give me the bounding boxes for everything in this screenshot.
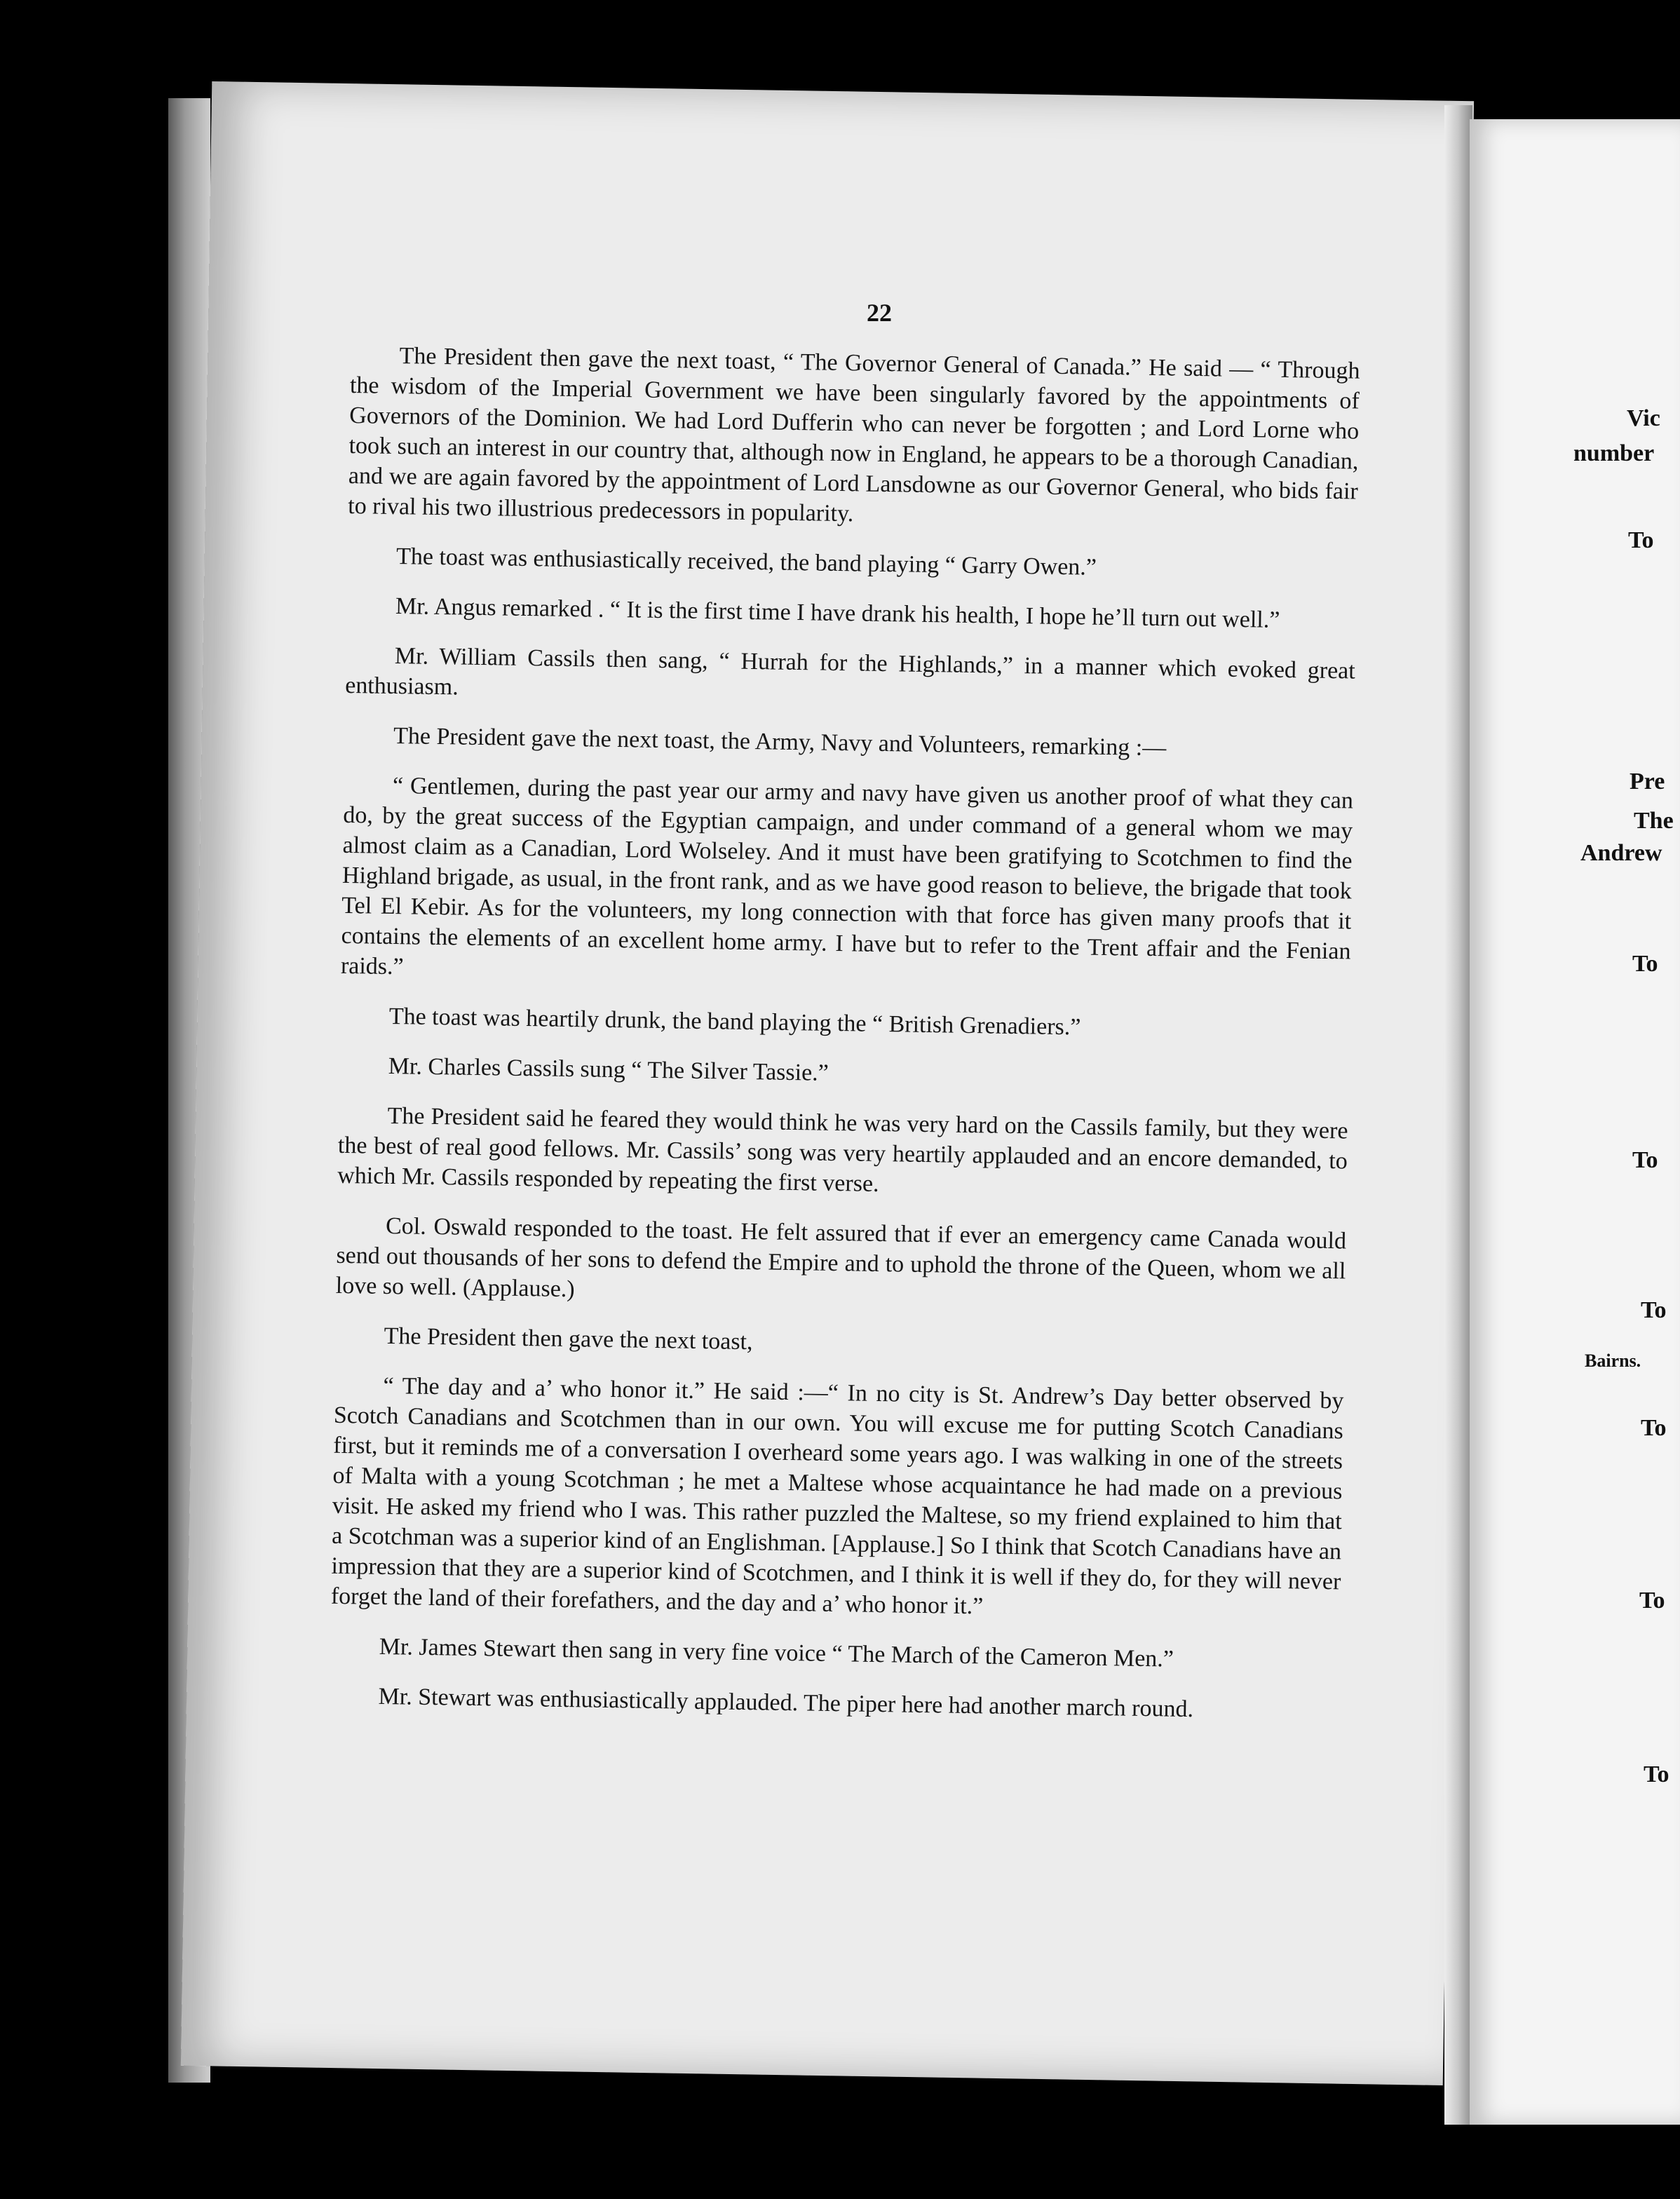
right-fragment: Vic: [1627, 405, 1660, 431]
paragraph: The President then gave the next toast, “ The Governor General of Canada.” He said — “ Through the wisdom of the Imperial Government we have been singularly favored by the appointments of Governors of the Dominion. We had Lord Dufferin who can never be forgotten ; and Lord Lorne who took such an interest in our country that, although now in England, he appears to be a thorough Canadian, and we are again favored by the appointment of Lord Lansdowne as our Governor General, who bids fair to rival his two illustrious predecessors in popularity.: [347, 343, 1360, 527]
paragraph: Mr. James Stewart then sang in very fine voice “ The March of the Cameron Men.”: [379, 1633, 1174, 1672]
right-fragment: To: [1628, 527, 1654, 553]
right-fragment: Bairns.: [1585, 1351, 1641, 1371]
right-fragment: The: [1634, 808, 1674, 834]
right-page-text: [1543, 0, 1674, 2199]
right-fragment: To: [1639, 1588, 1665, 1613]
right-fragment: To: [1641, 1297, 1667, 1323]
right-fragment: To: [1632, 951, 1658, 977]
paragraph: “ The day and a’ who honor it.” He said :—“ In no city is St. Andrew’s Day better observed by Scotch Canadians and Scotchmen than in our own. You will excuse me for putting Scotch Canadians first, but it reminds me of a conversation I overheard some years ago. I was walking in one of the streets of Malta with a young Scotchman ; he met a Maltese whose acquaintance he had made on a previous visit. He asked my friend who I was. This rather puzzled the Maltese, so my friend explained to him that a Scotchman was a superior kind of an Englishman. [Applause.] So I think that Scotch Canadians have an impression that they are a superior kind of Scotchmen, and I think it is well if they do, for they will never forget the land of their forefathers, and the day and a’ who honor it.”: [330, 1372, 1344, 1620]
right-fragment: To: [1632, 1147, 1658, 1173]
right-fragment: To: [1641, 1415, 1667, 1441]
paragraph: Mr. William Cassils then sang, “ Hurrah for the Highlands,” in a manner which evoked great enthusiasm.: [344, 643, 1356, 701]
right-fragment: Andrew: [1580, 840, 1662, 866]
paragraph: Mr. Stewart was enthusiastically applauded. The piper here had another march round.: [378, 1683, 1194, 1723]
right-fragment: To: [1644, 1761, 1669, 1787]
paragraph: The President then gave the next toast,: [384, 1322, 753, 1355]
right-fragment: number: [1573, 440, 1655, 466]
paragraph: The toast was enthusiastically received, the band playing “ Garry Owen.”: [395, 543, 1097, 581]
paragraph: Mr. Angus remarked . “ It is the first time I have drank his health, I hope he’ll turn out well.”: [395, 593, 1280, 633]
page-number: 22: [867, 299, 892, 327]
paragraph: The President said he feared they would think he was very hard on the Cassils family, but they were the best of real good fellows. Mr. Cassils’ song was very heartily applauded and an encore demanded, to which Mr. Cassils responded by repeating the first verse.: [337, 1102, 1348, 1197]
paragraph: “ Gentlemen, during the past year our army and navy have given us another proof of what they can do, by the great success of the Egyptian campaign, and under command of a general whom we may almost claim as a Canadian, Lord Wolseley. And it must have been gratifying to Scotchmen to find the Highland brigade, as usual, in the front rank, and as we have good reason to believe, the brigade that took Tel El Kebir. As for the volunteers, my long connection with that force has given many proofs that it contains the elements of an excellent home army. I have but to refer to the Trent affair and the Fenian raids.”: [340, 773, 1354, 980]
paragraph: The toast was heartily drunk, the band playing the “ British Grenadiers.”: [388, 1003, 1081, 1041]
paragraph: The President gave the next toast, the Army, Navy and Volunteers, remarking :—: [393, 723, 1167, 762]
right-fragment: Pre: [1630, 769, 1665, 794]
book-gutter: [1444, 105, 1472, 2125]
paragraph: Col. Oswald responded to the toast. He felt assured that if ever an emergency came Canada would send out thousands of her sons to defend the Empire and to uphold the throne of the Queen, whom we all love so well. (Applause.): [335, 1212, 1347, 1303]
page-body: [329, 340, 1360, 1746]
paragraph: Mr. Charles Cassils sung “ The Silver Tassie.”: [388, 1053, 829, 1086]
